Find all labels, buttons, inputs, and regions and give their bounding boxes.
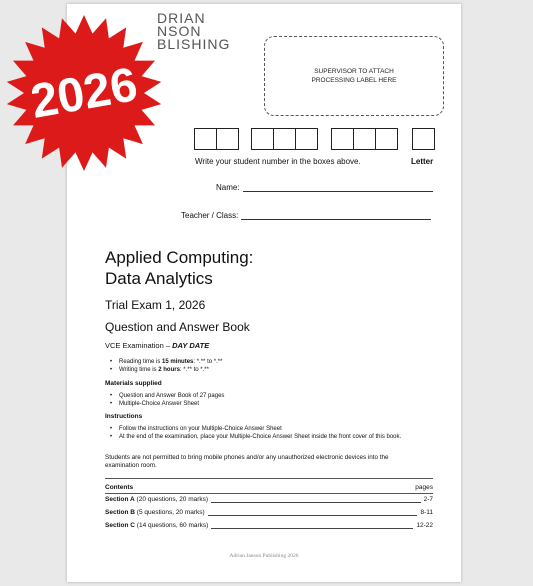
page-footer: Adrian Janson Publishing 2026 — [229, 553, 299, 559]
toc-row-section-c: Section C (14 questions, 60 marks) 12-22 — [105, 522, 433, 529]
timing-list — [110, 359, 440, 374]
student-number-box[interactable] — [251, 128, 274, 150]
materials-list — [110, 393, 440, 408]
student-number-group-1 — [194, 128, 238, 150]
toc-pages: 2-7 — [423, 496, 433, 503]
toc-pages: 8-11 — [420, 509, 433, 516]
name-line[interactable] — [243, 182, 433, 192]
instructions-item: • Follow the instructions on your Multiple-Choice Answer Sheet — [110, 426, 440, 434]
publisher-logo: DRIAN NSON BLISHING — [157, 10, 231, 52]
instructions-heading: Instructions — [105, 413, 143, 420]
letter-caption: Letter — [411, 157, 434, 166]
instructions-list — [110, 426, 440, 441]
contents-divider — [105, 493, 433, 494]
letter-group — [412, 128, 434, 150]
badge-year-text: 2026 — [26, 58, 142, 129]
teacher-field — [181, 210, 431, 220]
trial-exam-title: Trial Exam 1, 2026 — [105, 298, 206, 312]
student-number-box[interactable] — [331, 128, 354, 150]
name-label: Name: — [216, 183, 240, 192]
pages-heading: pages — [415, 484, 433, 491]
teacher-line[interactable] — [241, 210, 431, 220]
subject-title: Applied Computing: Data Analytics — [105, 248, 254, 288]
year-starburst-badge — [3, 13, 165, 173]
materials-item: • Question and Answer Book of 27 pages — [110, 393, 440, 401]
toc-row-section-b: Section B (5 questions, 20 marks) 8-11 — [105, 509, 433, 516]
devices-notice: Students are not permitted to bring mobile phones and/or any unauthorized electronic devices into the examination room. — [105, 454, 389, 469]
processing-label-text: SUPERVISOR TO ATTACH PROCESSING LABEL HERE — [311, 68, 397, 84]
student-number-box[interactable] — [353, 128, 376, 150]
student-number-box[interactable] — [216, 128, 239, 150]
letter-box[interactable] — [412, 128, 435, 150]
teacher-label: Teacher / Class: — [181, 211, 239, 220]
student-number-box[interactable] — [273, 128, 296, 150]
materials-item: • Multiple-Choice Answer Sheet — [110, 401, 440, 409]
toc-pages: 12-22 — [416, 522, 433, 529]
materials-heading: Materials supplied — [105, 380, 162, 387]
student-number-box[interactable] — [194, 128, 217, 150]
contents-heading: Contents — [105, 484, 134, 491]
timing-writing: • Writing time is 2 hours: *.** to *.** — [110, 367, 440, 375]
student-number-box[interactable] — [375, 128, 398, 150]
student-number-group-2 — [251, 128, 317, 150]
student-number-box[interactable] — [295, 128, 318, 150]
book-title: Question and Answer Book — [105, 320, 250, 334]
vce-examination: VCE Examination – DAY DATE — [105, 341, 210, 350]
timing-reading: • Reading time is 15 minutes: *.** to *.** — [110, 359, 440, 367]
contents-header — [105, 484, 433, 491]
processing-label-box — [264, 36, 444, 116]
instructions-item: • At the end of the examination, place your Multiple-Choice Answer Sheet inside the front cover of this book. — [110, 434, 440, 442]
toc-row-section-a: Section A (20 questions, 20 marks) 2-7 — [105, 496, 433, 503]
contents-divider — [105, 478, 433, 479]
student-number-group-3 — [331, 128, 397, 150]
student-number-caption: Write your student number in the boxes above. — [195, 157, 361, 166]
exam-date: DAY DATE — [172, 341, 210, 350]
name-field — [216, 182, 433, 192]
